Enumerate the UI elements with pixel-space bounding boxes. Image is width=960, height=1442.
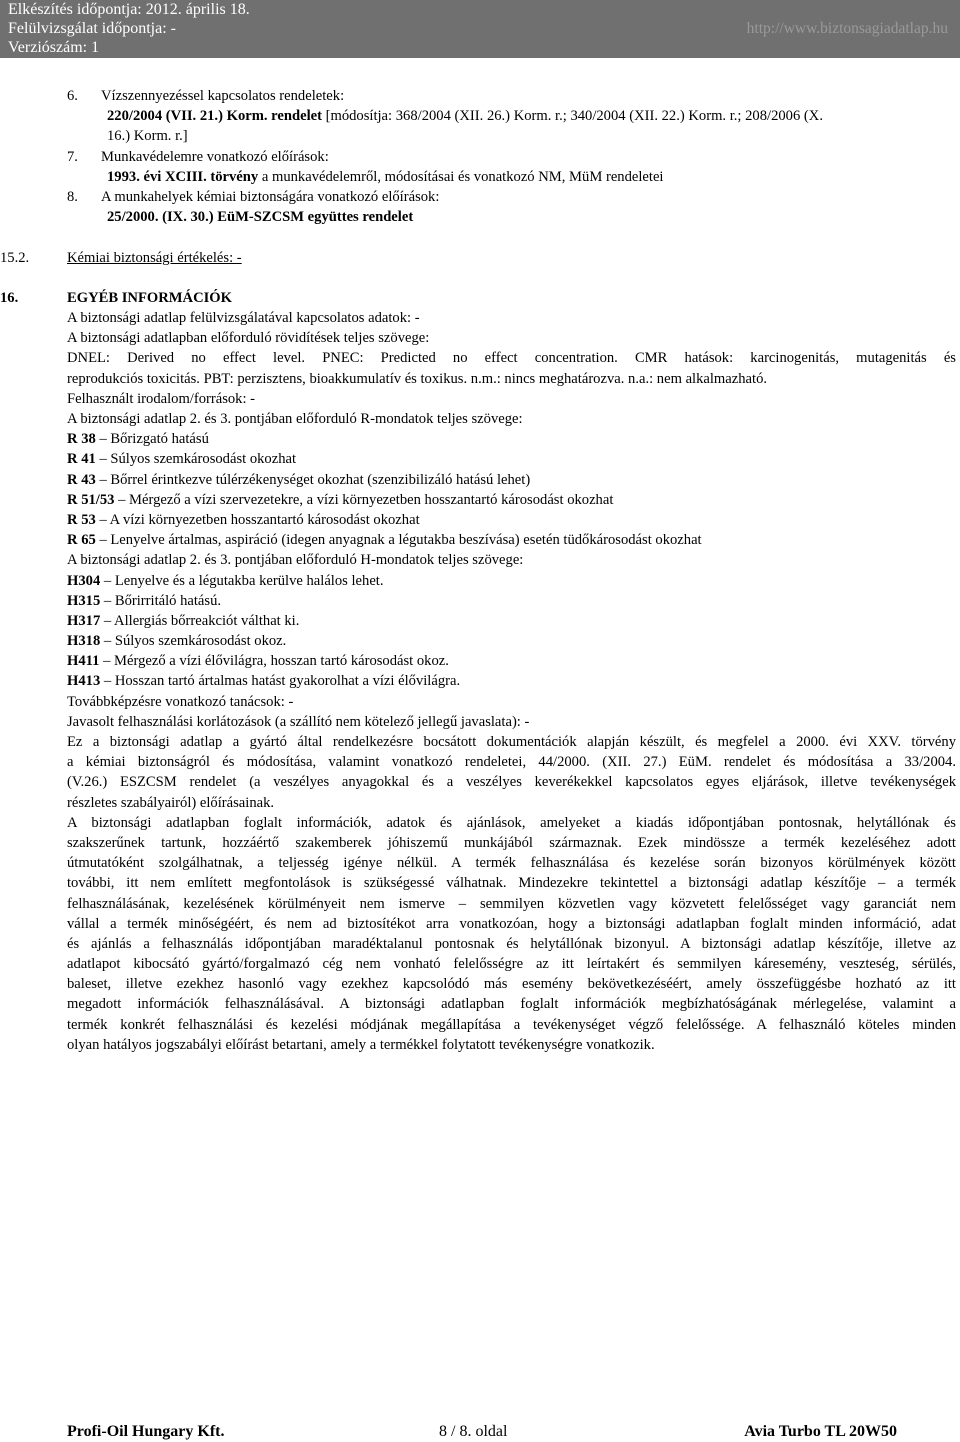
r-phrases-intro: A biztonsági adatlap 2. és 3. pontjában előforduló R-mondatok teljes szövege: (67, 411, 523, 427)
reg-item-6: 6. Vízszennyezéssel kapcsolatos rendeletek: (67, 88, 345, 104)
abbreviations-line1: DNEL: Derived no effect level. PNEC: Predicted no effect concentration. CMR hatások: karcinogenitás, mutagenitás és (67, 350, 956, 367)
h-phrase-item: H411 – Mérgező a vízi élővilágra, hosszan tartó károsodást okoz. (67, 653, 449, 670)
spacer (67, 268, 956, 288)
h-phrase-item: H318 – Súlyos szemkárosodást okoz. (67, 633, 287, 650)
reg-item-8-line1: 25/2000. (IX. 30.) EüM-SZCSM együttes rendelet (107, 209, 414, 226)
h-phrase-item: H317 – Allergiás bőrreakciót válthat ki. (67, 612, 300, 629)
phrase-code: R 41 (67, 451, 96, 468)
phrase-text: Allergiás bőrreakciót válthat ki. (114, 612, 300, 629)
review-info: A biztonsági adatlap felülvizsgálatával kapcsolatos adatok: - (67, 310, 420, 327)
phrase-text: Bőrrel érintkezve túlérzékenységet okozhat (szenzibilizáló hatású lehet) (110, 471, 531, 488)
version-number: Verziószám: 1 (8, 39, 100, 56)
spacer (67, 227, 956, 247)
reg-item-7: 7. Munkavédelemre vonatkozó előírások: (67, 148, 329, 165)
reg-item-6-line2: 16.) Korm. r.] (107, 128, 188, 145)
h-phrases-list (67, 571, 956, 692)
paragraph-line: termék konkrét felhasználási és kezelési módjának megállapítása a tevékenységet végző felelőssége. A felhasználó köteles minden (67, 1016, 956, 1033)
h-phrase-item: H413 – Hosszan tartó ártalmas hatást gyakorolhat a vízi élővilágra. (67, 673, 461, 690)
paragraph-line: útmutatóként szolgálhatnak, a teljesség igénye nélkül. A termék felhasználása és kezelése során bizonyos körülmények között (67, 855, 956, 872)
created-date: Elkészítés időpontja: 2012. április 18. (8, 1, 250, 18)
paragraph-line: baleset, illetve ezekhez hasonló vagy ezekhez kapcsolódó más esemény bekövetkezéséért, amely összefüggésbe hozható az itt (67, 976, 956, 993)
paragraph-line: további, itt nem említett megfontolások is szükségessé válhatnak. Mindezekre tekintettel a biztonsági adatlap készítője – a termék (67, 875, 956, 892)
paragraph-line: a kémiai biztonságról és módosítása, valamint vonatkozó rendeletei, 44/2000. (XII. 27.) EüM. rendelet és módosítása a 33/2004. (67, 754, 956, 771)
paragraph-line: megadott információk felhasználásával. A biztonsági adatlapban foglalt információk megbízhatóságának mérlegelése, valamint a (67, 996, 956, 1013)
paragraph-line: A biztonsági adatlapban foglalt információk, adatok és ajánlások, amelyeket a kiadás időpontjában pontosnak, helytállónak és (67, 814, 956, 831)
phrase-code: R 51/53 (67, 491, 115, 508)
r-phrase-item: R 43 – Bőrrel érintkezve túlérzékenységet okozhat (szenzibilizáló hatású lehet) (67, 471, 531, 488)
product-name: Avia Turbo TL 20W50 (744, 1423, 897, 1440)
phrase-code: H318 (67, 633, 101, 650)
phrase-code: H317 (67, 612, 101, 629)
paragraph-line: olyan hatályos jogszabályi előírást betartani, amely a termékkel folytatott tevékenységre vonatkozik. (67, 1036, 655, 1053)
phrase-code: H413 (67, 673, 101, 690)
section-16-heading: 16. EGYÉB INFORMÁCIÓK (0, 289, 232, 306)
reg-item-6-line1: 220/2004 (VII. 21.) Korm. rendelet [módosítja: 368/2004 (XII. 26.) Korm. r.; 340/2004 (XII. 22.) Korm. r.; 208/2006 (X. (107, 108, 823, 125)
use-restrictions: Javasolt felhasználási korlátozások (a szállító nem kötelező jellegű javaslata): - (67, 713, 530, 730)
h-phrases-intro: A biztonsági adatlap 2. és 3. pontjában előforduló H-mondatok teljes szövege: (67, 552, 524, 569)
compliance-paragraph (67, 732, 956, 813)
site-link[interactable]: http://www.biztonsagiadatlap.hu (746, 20, 948, 37)
page-number: 8 / 8. oldal (439, 1423, 508, 1440)
training-advice: Továbbképzésre vonatkozó tanácsok: - (67, 693, 294, 710)
literature-sources: Felhasznált irodalom/források: - (67, 390, 256, 407)
paragraph-line: részletes szabályairól) előírásainak. (67, 794, 275, 811)
r-phrase-item: R 65 – Lenyelve ártalmas, aspiráció (idegen anyagnak a légutakba beszívása) esetén tüdőkárosodást okozhat (67, 532, 702, 549)
phrase-text: Súlyos szemkárosodást okozhat (110, 451, 297, 468)
r-phrase-item: R 41 – Súlyos szemkárosodást okozhat (67, 451, 297, 468)
paragraph-line: felhasználásának, kezelésének körülményeit nem ismerve – semmilyen közvetlen vagy közvetett felelősséget vagy garanciát nem (67, 895, 956, 912)
phrase-code: R 38 (67, 431, 96, 448)
phrase-code: H315 (67, 592, 101, 609)
document-body (0, 86, 956, 1055)
phrase-text: Hosszan tartó ártalmas hatást gyakorolhat a vízi élővilágra. (114, 673, 461, 690)
r-phrase-item: R 51/53 – Mérgező a vízi szervezetekre, a vízi környezetben hosszantartó károsodást okozhat (67, 491, 614, 508)
page-footer (67, 1422, 897, 1442)
paragraph-line: (V.26.) ESZCSM rendelet (a veszélyes anyagokkal és a veszélyes keverékekkel kapcsolatos egyes eljárások, illetve tevékenységek (67, 774, 956, 791)
page-header (0, 0, 960, 58)
r-phrase-item: R 53 – A vízi környezetben hosszantartó károsodást okozhat (67, 511, 420, 528)
abbreviations-line2: reprodukciós toxicitás. PBT: perzisztens, bioakkumulatív és toxikus. n.m.: nincs meghatározva. n.a.: nem alkalmazható. (67, 370, 768, 387)
phrase-text: Súlyos szemkárosodást okoz. (114, 633, 287, 650)
phrase-code: H304 (67, 572, 101, 589)
company-name: Profi-Oil Hungary Kft. (67, 1423, 225, 1440)
h-phrase-item: H304 – Lenyelve és a légutakba kerülve halálos lehet. (67, 572, 384, 589)
phrase-code: R 43 (67, 471, 96, 488)
r-phrases-list (67, 429, 956, 550)
paragraph-line: szakszerűnek tartunk, hozzáértő szakemberek jóhiszemű munkájából származnak. Ezek mindössze a termék kezeléséhez adott (67, 834, 956, 851)
phrase-text: Bőrizgató hatású (110, 431, 209, 448)
h-phrase-item: H315 – Bőrirritáló hatású. (67, 592, 222, 609)
phrase-code: R 65 (67, 532, 96, 549)
phrase-text: Bőrirritáló hatású. (114, 592, 222, 609)
section-15-2: 15.2. Kémiai biztonsági értékelés: - (0, 249, 242, 266)
abbreviations-intro: A biztonsági adatlapban előforduló rövidítések teljes szövege: (67, 330, 430, 347)
phrase-code: R 53 (67, 511, 96, 528)
disclaimer-paragraph (67, 813, 956, 1055)
reg-item-8: 8. A munkahelyek kémiai biztonságára vonatkozó előírások: (67, 188, 440, 205)
paragraph-line: és ajánlás a felhasználás időpontjában maradéktalanul pontosnak és helytállónak bizonyul. A biztonsági adatlap készítője, illetve az (67, 935, 956, 952)
paragraph-line: adatlapot kibocsátó gyártó/forgalmazó cég nem vonható felelősségre az itt leírtakért és semmilyen káresemény, veszteség, sérülés, (67, 956, 956, 973)
paragraph-line: vállal a termék minőségéért, és nem ad biztosítékot arra vonatkozóan, hogy a biztonsági adatlapban foglalt minden információ, adat (67, 915, 956, 932)
reg-item-7-line1: 1993. évi XCIII. törvény a munkavédelemről, módosításai és vonatkozó NM, MüM rendeletei (107, 168, 664, 185)
r-phrase-item: R 38 – Bőrizgató hatású (67, 431, 209, 448)
paragraph-line: Ez a biztonsági adatlap a gyártó által rendelkezésre bocsátott dokumentációk alapján készült, és megfelel a 2000. évi XXV. törvény (67, 734, 956, 750)
phrase-code: H411 (67, 653, 100, 670)
review-date: Felülvizsgálat időpontja: - (8, 20, 176, 37)
phrase-text: Lenyelve és a légutakba kerülve halálos lehet. (114, 572, 384, 589)
phrase-text: Lenyelve ártalmas, aspiráció (idegen anyagnak a légutakba beszívása) esetén tüdőkárosodást okozhat (110, 532, 702, 549)
phrase-text: A vízi környezetben hosszantartó károsodást okozhat (109, 511, 420, 528)
phrase-text: Mérgező a vízi szervezetekre, a vízi környezetben hosszantartó károsodást okozhat (129, 491, 614, 508)
phrase-text: Mérgező a vízi élővilágra, hosszan tartó károsodást okoz. (114, 653, 449, 670)
